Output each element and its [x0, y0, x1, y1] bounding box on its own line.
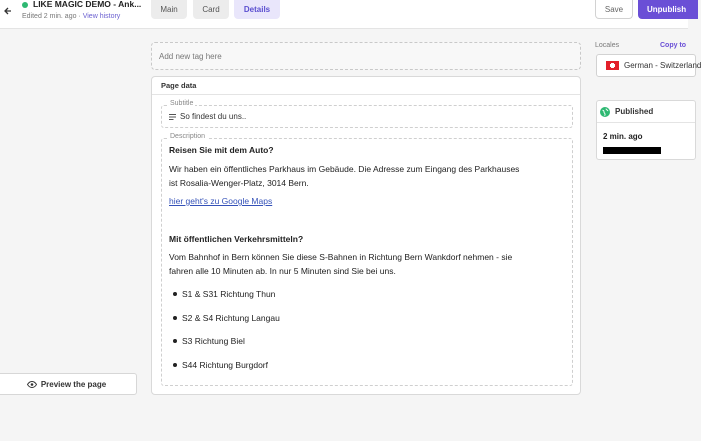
copy-to-button[interactable]: Copy to [660, 42, 687, 49]
list-item: S44 Richtung Burgdorf [182, 360, 268, 370]
redacted-user [603, 147, 661, 154]
description-paragraph: Wir haben ein öffentliches Parkhaus im Gebäude. Die Adresse zum Eingang des Parkhauses [169, 164, 520, 174]
locales-label: Locales [595, 42, 620, 49]
tag-input[interactable]: Add new tag here [151, 42, 581, 70]
locale-value: German - Switzerland [624, 61, 701, 70]
description-paragraph: Vom Bahnhof in Bern können Sie diese S-Bahnen in Richtung Bern Wankdorf nehmen - sie [169, 252, 513, 262]
status-dot-icon [22, 2, 28, 8]
eye-icon [27, 381, 37, 388]
swiss-flag-icon [606, 61, 619, 70]
page-title: LIKE MAGIC DEMO - Ank... [33, 0, 142, 9]
bullet-icon [173, 339, 177, 343]
tab-card[interactable]: Card [193, 0, 229, 19]
bullet-icon [173, 292, 177, 296]
description-heading-transit: Mit öffentlichen Verkehrsmitteln? [169, 234, 304, 244]
back-arrow-icon[interactable] [0, 0, 16, 22]
bullet-icon [173, 363, 177, 367]
locale-select[interactable] [596, 54, 701, 77]
globe-icon [600, 107, 610, 117]
view-history-link[interactable]: View history [82, 13, 121, 20]
preview-label: Preview the page [40, 379, 107, 389]
list-item: S2 & S4 Richtung Langau [182, 313, 280, 323]
description-paragraph: ist Rosalia-Wenger-Platz, 3014 Bern. [169, 178, 309, 188]
subtitle-value: So findest du uns.. [180, 112, 247, 121]
publish-status-label: Published [615, 107, 654, 116]
bullet-icon [173, 316, 177, 320]
page-data-title: Page data [152, 77, 580, 95]
publish-status-card [596, 100, 696, 160]
edited-text: Edited 2 min. ago · [22, 13, 83, 20]
description-paragraph: fahren alle 10 Minuten ab. In nur 5 Minuten sind Sie bei uns. [169, 266, 396, 276]
tab-main[interactable]: Main [151, 0, 187, 19]
subtitle-field[interactable] [161, 100, 573, 128]
google-maps-link[interactable]: hier geht's zu Google Maps [169, 196, 273, 206]
preview-page-button[interactable] [0, 373, 137, 395]
published-time: 2 min. ago [603, 132, 643, 141]
list-item: S3 Richtung Biel [182, 336, 245, 346]
publish-status-header [597, 101, 695, 123]
unpublish-button[interactable]: Unpublish [638, 0, 698, 19]
subtitle-label: Subtitle [170, 100, 194, 107]
list-item: S1 & S31 Richtung Thun [182, 289, 276, 299]
save-button[interactable]: Save [595, 0, 633, 19]
page-data-card [151, 76, 581, 395]
top-bar [0, 0, 688, 29]
description-heading-car: Reisen Sie mit dem Auto? [169, 145, 274, 155]
tab-details[interactable]: Details [234, 0, 280, 19]
description-field[interactable] [161, 133, 573, 386]
edited-info [22, 13, 120, 20]
subtitle-value-row [169, 112, 246, 121]
description-label: Description [170, 133, 206, 140]
text-lines-icon [169, 114, 176, 120]
